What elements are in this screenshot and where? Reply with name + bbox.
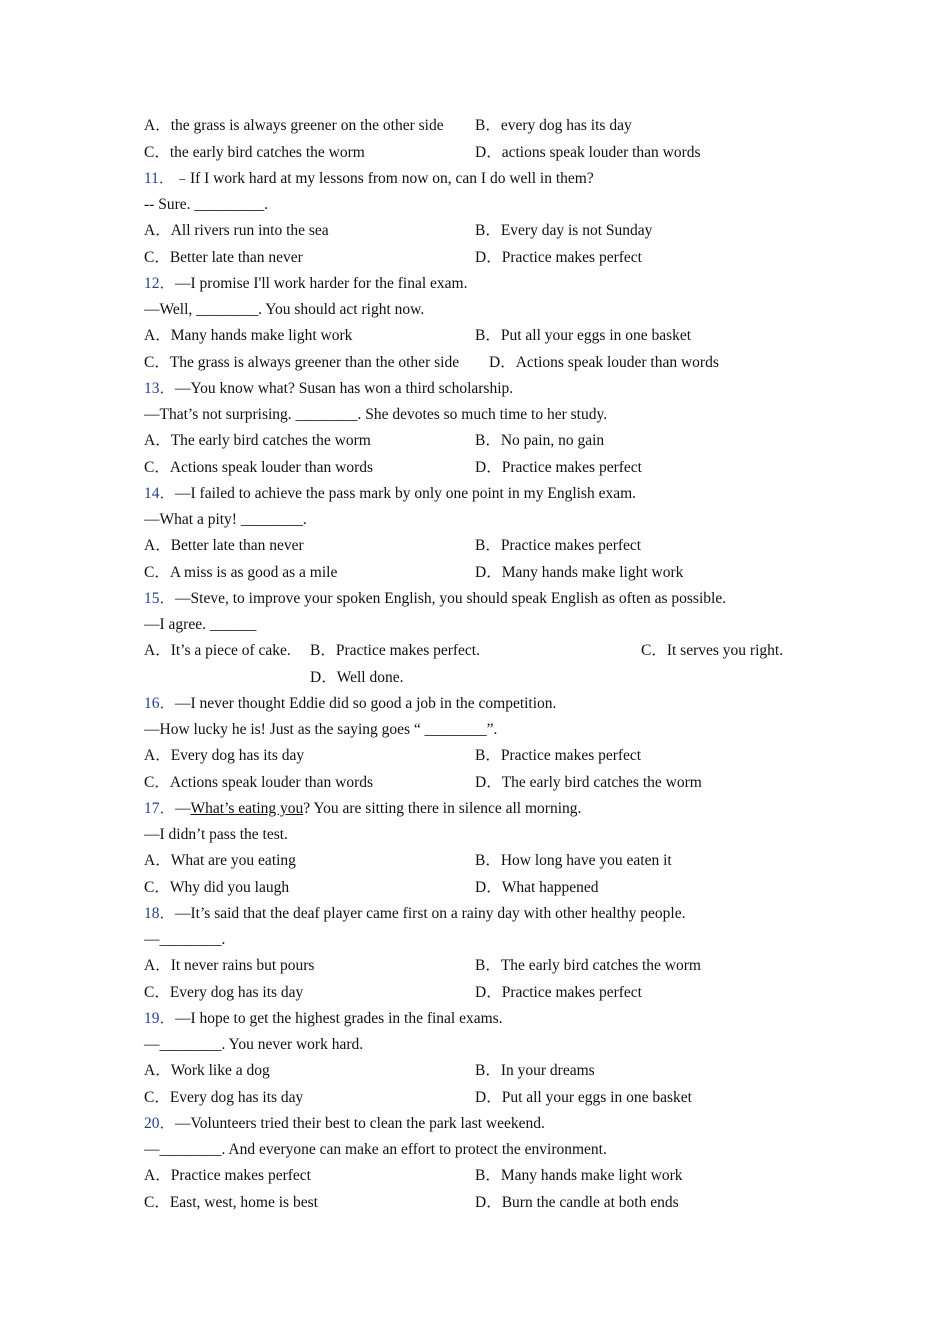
- q14-stem: [144, 484, 636, 504]
- q15-stem-text: —Steve, to improve your spoken English, you should speak English as often as possible.: [175, 590, 727, 607]
- q15-option-d: D．Well done.: [310, 669, 404, 686]
- q18-option-a: A．It never rains but pours: [144, 957, 315, 974]
- q15-stem: [144, 589, 726, 609]
- q12-number: 12．: [144, 275, 176, 292]
- q14-reply: —What a pity! ________.: [144, 511, 307, 528]
- q12-reply: —Well, ________. You should act right now.: [144, 301, 425, 318]
- q11-stem: [144, 169, 594, 189]
- q15-option-b: B．Practice makes perfect.: [310, 642, 480, 659]
- q16-stem: [144, 694, 556, 714]
- q16-reply: —How lucky he is! Just as the saying goes “ ________”.: [144, 721, 498, 738]
- q18-option-c: C．Every dog has its day: [144, 984, 304, 1001]
- q15-option-c: C．It serves you right.: [641, 642, 784, 659]
- q18-option-b: B．The early bird catches the worm: [475, 957, 701, 974]
- q13-option-c: C．Actions speak louder than words: [144, 459, 374, 476]
- q16-stem-text: —I never thought Eddie did so good a job in the competition.: [175, 695, 557, 712]
- q14-option-d: D．Many hands make light work: [475, 564, 684, 581]
- q17-option-a: A．What are you eating: [144, 852, 296, 869]
- q16-option-a: A．Every dog has its day: [144, 747, 305, 764]
- q12-option-c: C．The grass is always greener than the other side: [144, 354, 460, 371]
- q20-number: 20．: [144, 1115, 176, 1132]
- q10-option-d: D．actions speak louder than words: [475, 144, 701, 161]
- q12-option-d: D．Actions speak louder than words: [489, 354, 719, 371]
- q19-number: 19．: [144, 1010, 176, 1027]
- q11-number: 11．: [144, 170, 175, 187]
- q20-option-b: B．Many hands make light work: [475, 1167, 683, 1184]
- q16-option-b: B．Practice makes perfect: [475, 747, 642, 764]
- q14-stem-text: —I failed to achieve the pass mark by only one point in my English exam.: [175, 485, 637, 502]
- q19-option-b: B．In your dreams: [475, 1062, 595, 1079]
- q18-stem: [144, 904, 685, 924]
- q17-number: 17．: [144, 800, 176, 817]
- q17-stem-post: ? You are sitting there in silence all morning.: [303, 800, 582, 817]
- q17-underlined-phrase: What’s eating you: [190, 800, 304, 817]
- q20-reply: —________. And everyone can make an effort to protect the environment.: [144, 1141, 607, 1158]
- q18-number: 18．: [144, 905, 176, 922]
- q16-option-c: C．Actions speak louder than words: [144, 774, 374, 791]
- q11-stem-text: ﹣If I work hard at my lessons from now on, can I do well in them?: [174, 170, 594, 187]
- q18-option-d: D．Practice makes perfect: [475, 984, 642, 1001]
- q13-option-a: A．The early bird catches the worm: [144, 432, 371, 449]
- q14-option-c: C．A miss is as good as a mile: [144, 564, 338, 581]
- q17-option-b: B．How long have you eaten it: [475, 852, 672, 869]
- q15-number: 15．: [144, 590, 176, 607]
- q19-option-d: D．Put all your eggs in one basket: [475, 1089, 692, 1106]
- q19-reply: —________. You never work hard.: [144, 1036, 364, 1053]
- q17-reply: —I didn’t pass the test.: [144, 826, 288, 843]
- q17-option-d: D．What happened: [475, 879, 599, 896]
- q11-option-d: D．Practice makes perfect: [475, 249, 642, 266]
- q19-option-c: C．Every dog has its day: [144, 1089, 304, 1106]
- q12-stem: [144, 274, 467, 294]
- q13-stem-text: —You know what? Susan has won a third scholarship.: [175, 380, 514, 397]
- q14-option-b: B．Practice makes perfect: [475, 537, 642, 554]
- q20-stem: [144, 1114, 545, 1134]
- q13-option-d: D．Practice makes perfect: [475, 459, 642, 476]
- q14-option-a: A．Better late than never: [144, 537, 304, 554]
- q11-option-b: B．Every day is not Sunday: [475, 222, 653, 239]
- q16-option-d: D．The early bird catches the worm: [475, 774, 702, 791]
- q10-option-a: A．the grass is always greener on the other side: [144, 117, 444, 134]
- q14-number: 14．: [144, 485, 176, 502]
- q19-option-a: A．Work like a dog: [144, 1062, 270, 1079]
- q20-option-d: D．Burn the candle at both ends: [475, 1194, 679, 1211]
- q11-option-c: C．Better late than never: [144, 249, 303, 266]
- q13-stem: [144, 379, 513, 399]
- q17-option-c: C．Why did you laugh: [144, 879, 290, 896]
- q13-number: 13．: [144, 380, 176, 397]
- q10-option-b: B．every dog has its day: [475, 117, 632, 134]
- q17-stem-pre: —: [175, 800, 191, 817]
- q12-option-a: A．Many hands make light work: [144, 327, 353, 344]
- q18-reply: —________.: [144, 931, 226, 948]
- q11-option-a: A．All rivers run into the sea: [144, 222, 329, 239]
- q20-option-a: A．Practice makes perfect: [144, 1167, 311, 1184]
- q15-option-a: A．It’s a piece of cake.: [144, 642, 291, 659]
- q18-stem-text: —It’s said that the deaf player came first on a rainy day with other healthy people.: [175, 905, 686, 922]
- q17-stem: [144, 799, 581, 819]
- q13-reply: —That’s not surprising. ________. She devotes so much time to her study.: [144, 406, 608, 423]
- q16-number: 16．: [144, 695, 176, 712]
- q19-stem: [144, 1009, 503, 1029]
- q12-stem-text: —I promise I'll work harder for the final exam.: [175, 275, 468, 292]
- q13-option-b: B．No pain, no gain: [475, 432, 605, 449]
- q19-stem-text: —I hope to get the highest grades in the final exams.: [175, 1010, 503, 1027]
- q15-reply: —I agree. ______: [144, 616, 257, 633]
- q10-option-c: C．the early bird catches the worm: [144, 144, 365, 161]
- q11-reply: -- Sure. _________.: [144, 196, 268, 213]
- q20-stem-text: —Volunteers tried their best to clean the park last weekend.: [175, 1115, 545, 1132]
- q20-option-c: C．East, west, home is best: [144, 1194, 318, 1211]
- q12-option-b: B．Put all your eggs in one basket: [475, 327, 692, 344]
